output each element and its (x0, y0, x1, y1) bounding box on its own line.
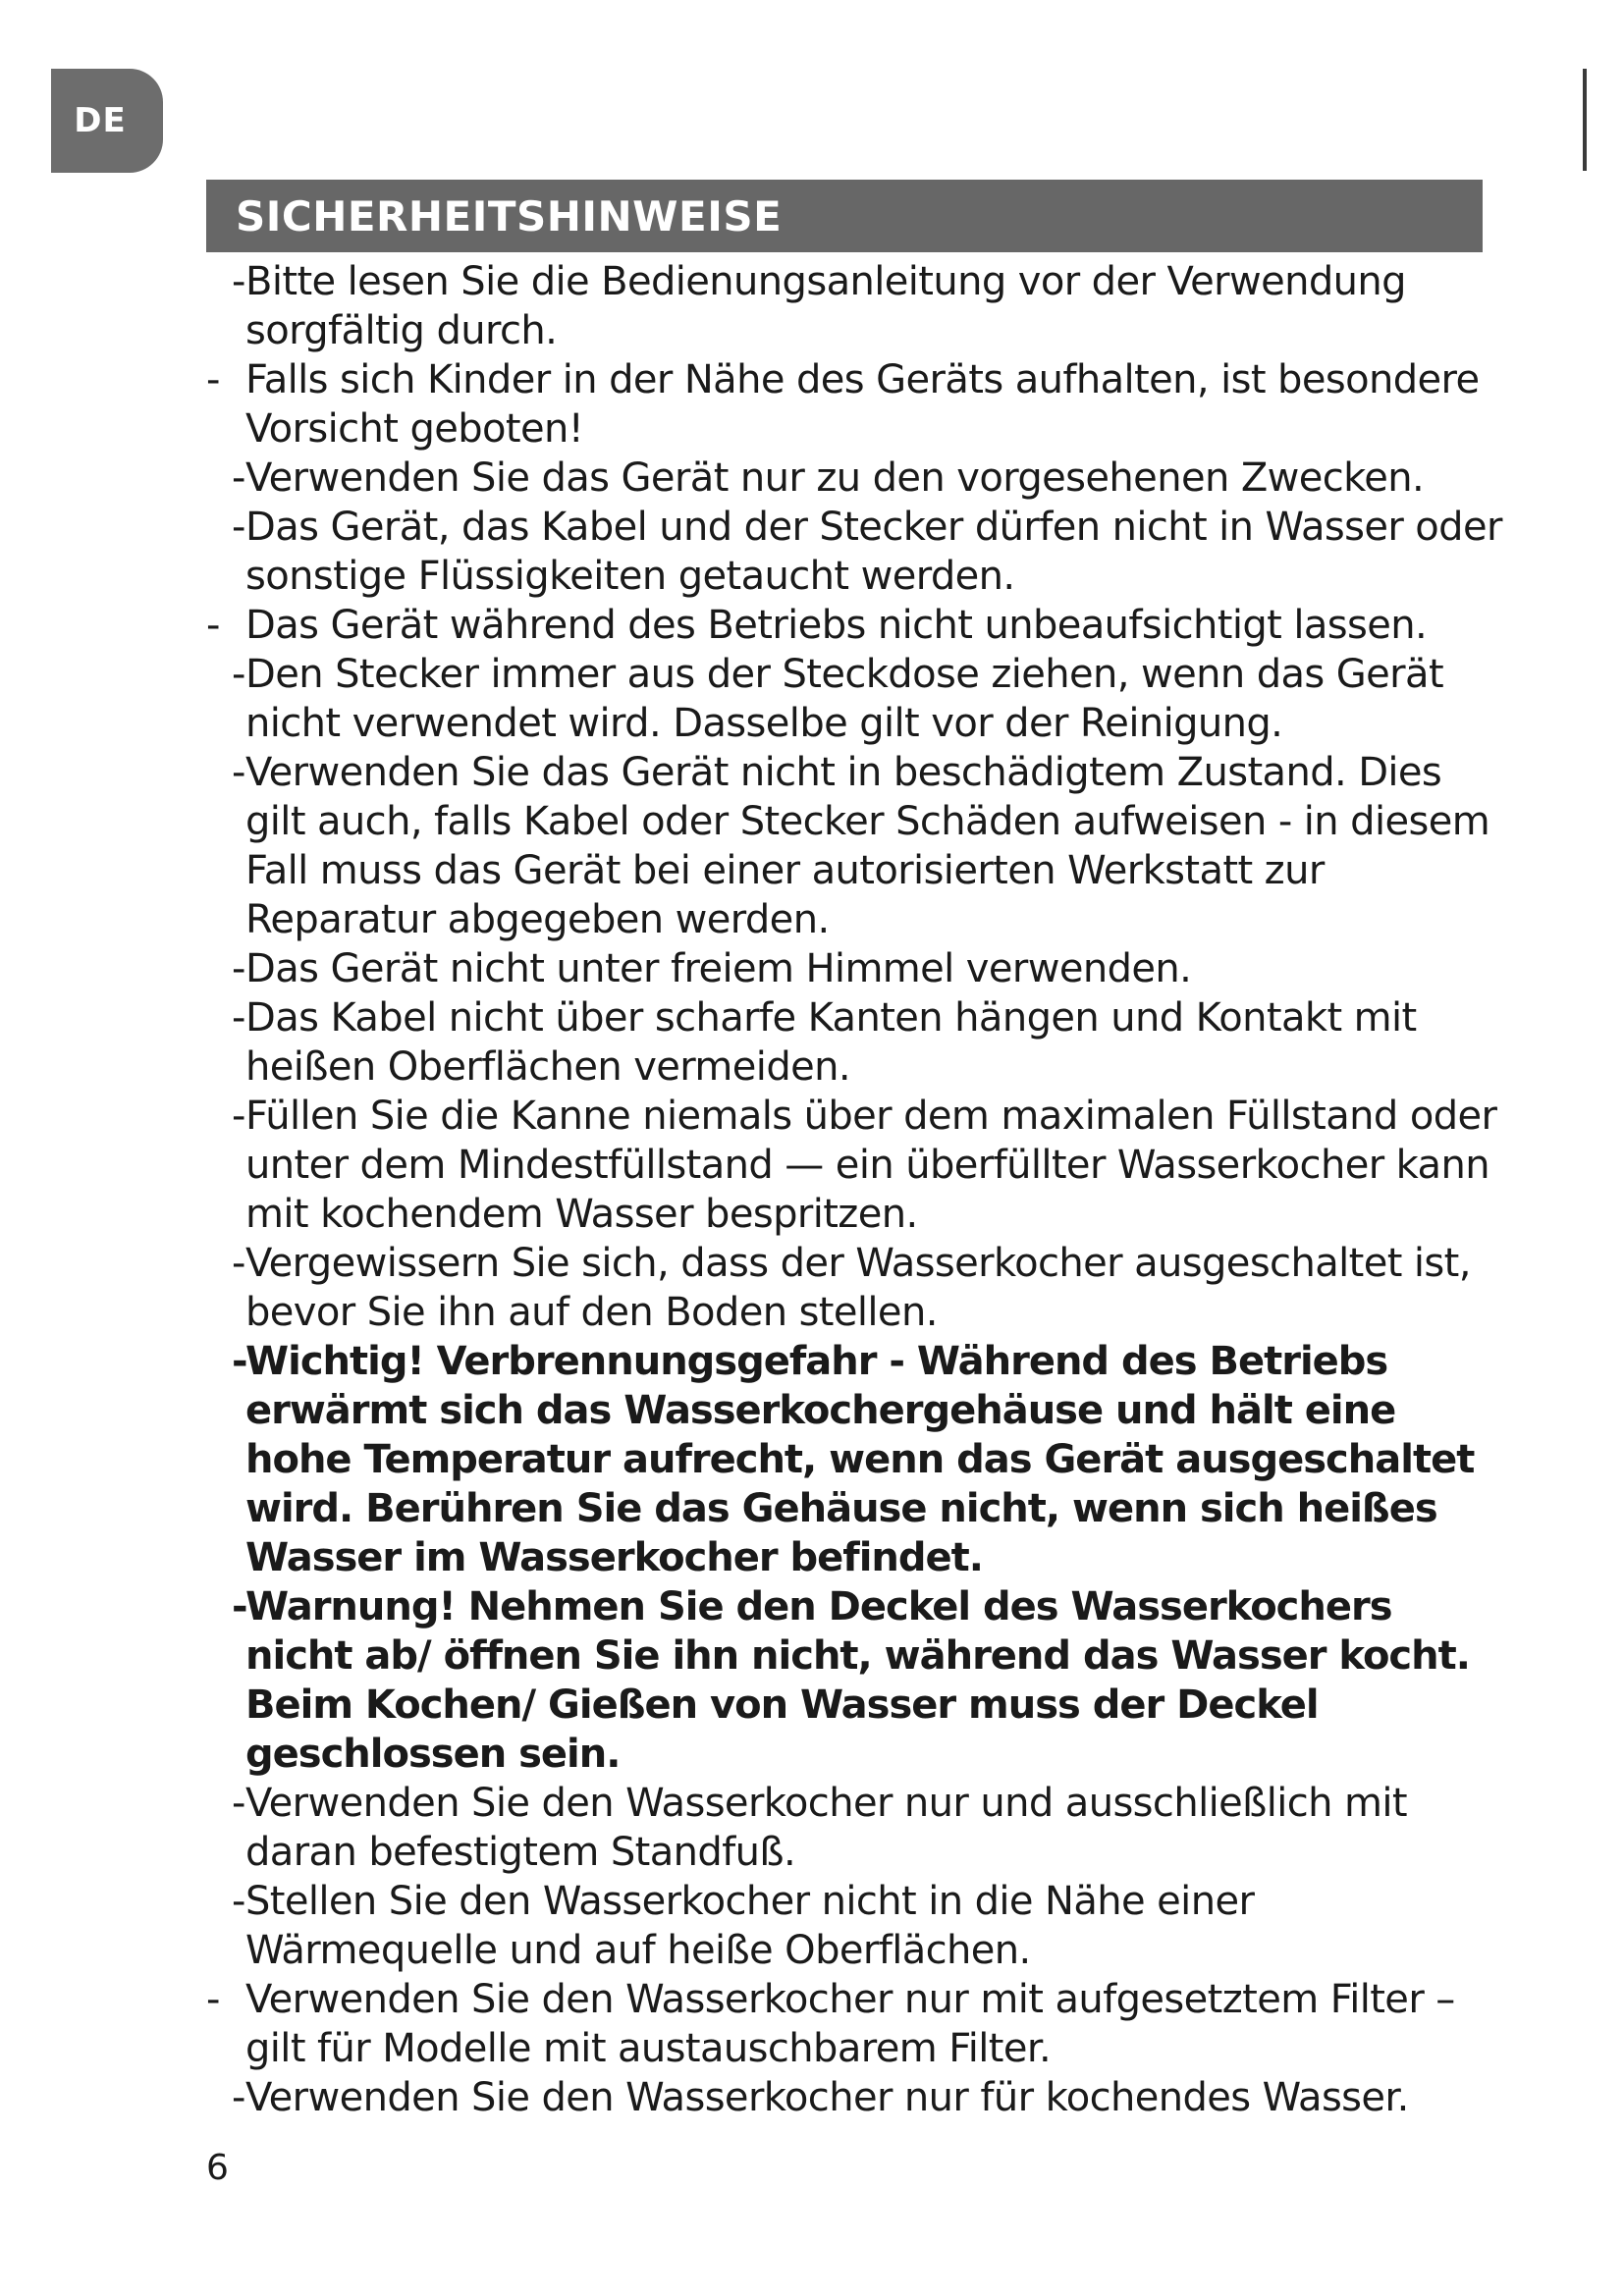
list-marker: - (232, 1584, 247, 1629)
list-item-text: Verwenden Sie das Gerät nur zu den vorgesehenen Zwecken. (245, 455, 1425, 501)
list-item-text: Verwenden Sie den Wasserkocher nur für kochendes Wasser. (245, 2075, 1409, 2120)
list-marker: - (232, 455, 245, 501)
page-number: 6 (206, 2148, 229, 2188)
list-item-text: Das Gerät während des Betriebs nicht unbeaufsichtigt lassen. (245, 603, 1428, 648)
list-item-text: Das Gerät nicht unter freiem Himmel verwenden. (245, 946, 1192, 991)
list-item (206, 1779, 1507, 1877)
language-tab (51, 69, 163, 173)
list-item-warning (206, 1337, 1507, 1582)
list-item-text: Wichtig! Verbrennungsgefahr - Während des Betriebs erwärmt sich das Wasserkochergehäuse und hält eine hohe Temperatur aufrecht, wenn das Gerät ausgeschaltet wird. Berühren Sie das Gehäuse nicht, wenn sich heißes Wasser im Wasserkocher befindet. (245, 1339, 1475, 1580)
list-marker: - (232, 1241, 245, 1286)
list-item-text: Das Gerät, das Kabel und der Stecker dürfen nicht in Wasser oder sonstige Flüssigkeiten getaucht werden. (245, 505, 1502, 599)
list-item (206, 1239, 1507, 1337)
list-item (206, 355, 1507, 454)
list-item-text: Verwenden Sie den Wasserkocher nur mit aufgesetztem Filter – gilt für Modelle mit austauschbarem Filter. (245, 1977, 1455, 2071)
list-item-text: Falls sich Kinder in der Nähe des Geräts aufhalten, ist besondere Vorsicht geboten! (245, 357, 1480, 452)
list-item (206, 944, 1507, 993)
section-title: SICHERHEITSHINWEISE (236, 191, 783, 240)
list-marker: - (232, 2075, 245, 2120)
list-marker: - (232, 750, 245, 795)
list-marker: - (232, 1781, 245, 1826)
list-item (206, 257, 1507, 355)
list-marker: - (206, 603, 220, 648)
list-item-text: Verwenden Sie den Wasserkocher nur und ausschließlich mit daran befestigtem Standfuß. (245, 1781, 1407, 1875)
list-item (206, 650, 1507, 748)
list-item-text: Bitte lesen Sie die Bedienungsanleitung vor der Verwendung sorgfältig durch. (245, 259, 1406, 353)
list-marker: - (232, 946, 245, 991)
section-header (206, 180, 1483, 252)
list-item-text: Den Stecker immer aus der Steckdose ziehen, wenn das Gerät nicht verwendet wird. Dasselbe gilt vor der Reinigung. (245, 652, 1444, 746)
language-tab-label: DE (74, 101, 127, 140)
list-marker: - (232, 1879, 245, 1924)
safety-instructions-list (206, 257, 1507, 2122)
list-marker: - (232, 652, 245, 697)
list-marker: - (232, 505, 245, 550)
list-item (206, 454, 1507, 503)
list-item (206, 1975, 1507, 2073)
list-item (206, 503, 1507, 601)
list-item-text: Das Kabel nicht über scharfe Kanten hängen und Kontakt mit heißen Oberflächen vermeiden. (245, 995, 1417, 1090)
list-item-warning (206, 1582, 1507, 1779)
list-item (206, 2073, 1507, 2122)
list-marker: - (206, 357, 220, 402)
list-item-text: Stellen Sie den Wasserkocher nicht in die Nähe einer Wärmequelle und auf heiße Oberflächen. (245, 1879, 1255, 1973)
list-item-text: Warnung! Nehmen Sie den Deckel des Wasserkochers nicht ab/ öffnen Sie ihn nicht, während das Wasser kocht. Beim Kochen/ Gießen von Wasser muss der Deckel geschlossen sein. (245, 1584, 1470, 1777)
list-item-text: Verwenden Sie das Gerät nicht in beschädigtem Zustand. Dies gilt auch, falls Kabel oder Stecker Schäden aufweisen - in diesem Fall muss das Gerät bei einer autorisierten Werkstatt zur Reparatur abgegeben werden. (245, 750, 1490, 942)
list-marker: - (232, 995, 245, 1041)
list-marker: - (206, 1977, 220, 2022)
list-item (206, 601, 1507, 650)
list-item-text: Füllen Sie die Kanne niemals über dem maximalen Füllstand oder unter dem Mindestfüllstand — ein überfüllter Wasserkocher kann mit kochendem Wasser bespritzen. (245, 1094, 1497, 1237)
list-marker: - (232, 259, 245, 304)
margin-rule (1583, 69, 1587, 171)
list-item (206, 993, 1507, 1092)
list-item-text: Vergewissern Sie sich, dass der Wasserkocher ausgeschaltet ist, bevor Sie ihn auf den Boden stellen. (245, 1241, 1471, 1335)
list-item (206, 1877, 1507, 1975)
list-item (206, 1092, 1507, 1239)
list-item (206, 748, 1507, 944)
list-marker: - (232, 1094, 245, 1139)
list-marker: - (232, 1339, 247, 1384)
